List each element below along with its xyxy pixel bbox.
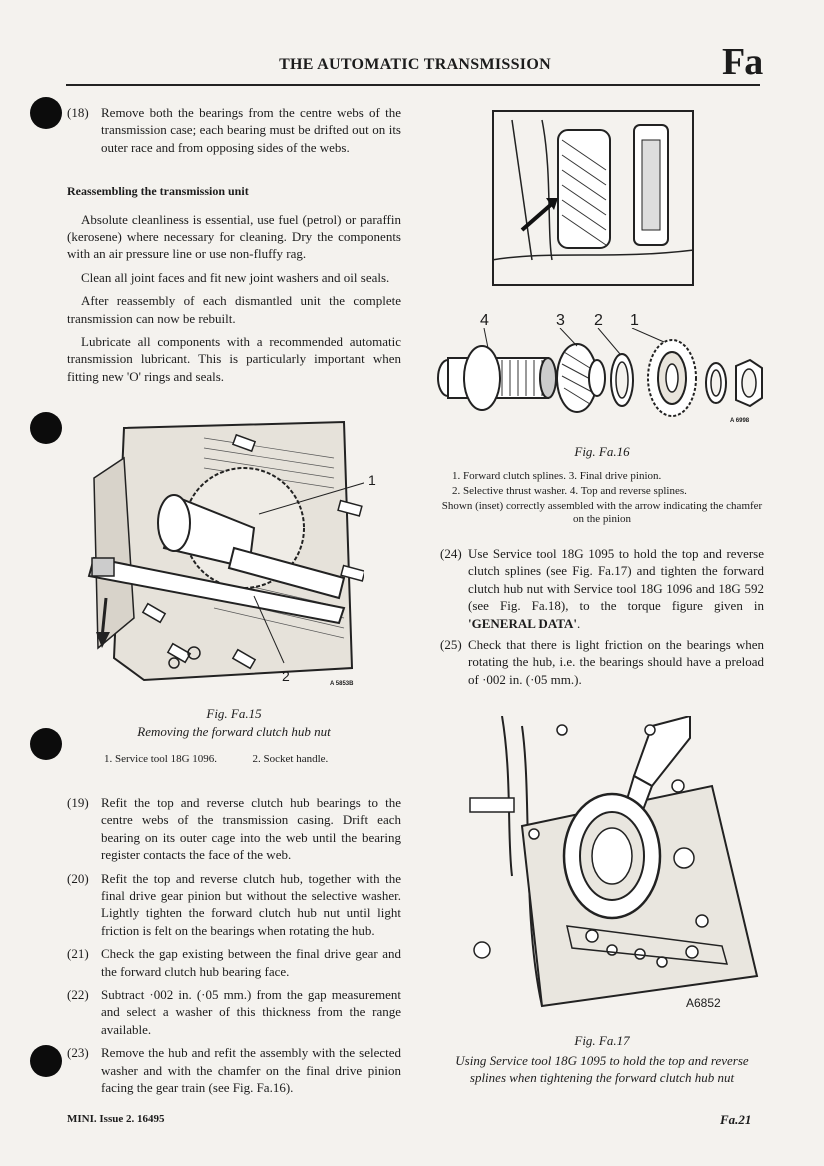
figure-number: Fig. Fa.16 (574, 444, 630, 459)
fig17-ref-code: A6852 (686, 996, 721, 1010)
step-text: Subtract ·002 in. (·05 mm.) from the gap measurement and select a washer of this thickness from the range available. (101, 987, 401, 1037)
figure-number: Fig. Fa.15 (206, 706, 262, 721)
step-23 (67, 1044, 401, 1096)
left-column-bottom (67, 794, 401, 1097)
step-text: Check the gap existing between the final drive gear and the forward clutch hub bearing face. (101, 946, 401, 979)
step-number: (24) (440, 546, 462, 561)
step-text: Check that there is light friction on the bearings when rotating the hub, i.e. the bearings should have a preload of ·002 in. (·05 mm.). (468, 637, 764, 687)
fig17-caption (440, 1032, 764, 1086)
fig15-legend (104, 752, 384, 767)
fig16-caption (440, 444, 764, 460)
step-text-bold: 'GENERAL DATA' (468, 615, 577, 631)
figure-number: Fig. Fa.17 (574, 1033, 630, 1048)
fig16-callout-1: 1 (630, 312, 639, 329)
step-text-end: . (576, 615, 581, 631)
step-number: (22) (67, 987, 89, 1003)
step-text: Remove the hub and refit the assembly with the selected washer and with the chamfer on the final drive pinion facing the gear train (see Fig. Fa.16). (101, 1045, 401, 1096)
paragraph: Lubricate all components with a recommended automatic transmission lubricant. This is particularly important when fitting new 'O' rings and seals. (67, 334, 401, 384)
legend-item: 2. Socket handle. (252, 753, 329, 765)
step-24 (440, 545, 764, 632)
page-header-title: THE AUTOMATIC TRANSMISSION (279, 56, 551, 73)
paragraph: Absolute cleanliness is essential, use fuel (petrol) or paraffin (kerosene) where necessary for cleaning. Dry the components with an air pressure line or use non-fluffy rag. (67, 211, 401, 262)
step-number: (23) (67, 1045, 89, 1061)
fig16-callout-3: 3 (556, 312, 565, 329)
fig16-callout-4: 4 (480, 312, 489, 329)
page-number: Fa.21 (720, 1112, 752, 1127)
section-heading: Reassembling the transmission unit (67, 184, 249, 199)
punch-hole (30, 97, 62, 129)
fig16-note: Shown (inset) correctly assembled with the arrow indicating the chamfer on the pinion (441, 500, 763, 525)
fig16-exploded-view (432, 328, 772, 428)
step-22 (67, 986, 401, 1038)
fig15-ref-code: A 5853B (330, 681, 354, 687)
step-20 (67, 870, 401, 940)
punch-hole (30, 728, 62, 760)
legend-line: 2. Selective thrust washer. 4. Top and reverse splines. (452, 485, 687, 497)
right-column-steps (440, 545, 764, 688)
step-text: Refit the top and reverse clutch hub, together with the final drive gear pinion but without the selective washer. Lightly tighten the forward clutch hub nut until light friction is felt on the bearings when rotating the hub. (101, 870, 401, 938)
step-25 (440, 636, 764, 688)
fig15-illustration (84, 418, 364, 690)
step-number: (19) (67, 795, 89, 810)
paragraph: Clean all joint faces and fit new joint washers and oil seals. (81, 269, 390, 285)
fig16-callout-2: 2 (594, 312, 603, 329)
fig16-legend (452, 469, 772, 499)
step-text: Remove both the bearings from the centre webs of the transmission case; each bearing must be drifted out on its outer race and from opposing sides of the webs. (101, 105, 401, 155)
step-18 (67, 104, 401, 156)
fig15-callout-2: 2 (282, 668, 290, 684)
figure-title: Removing the forward clutch hub nut (137, 724, 331, 739)
section-code: Fa (722, 41, 763, 83)
legend-item: 1. Service tool 18G 1096. (104, 753, 218, 765)
step-19 (67, 794, 401, 864)
paragraph: After reassembly of each dismantled unit the complete transmission can now be rebuilt. (67, 293, 401, 326)
fig15-callout-1: 1 (368, 472, 376, 488)
step-number: (18) (67, 105, 89, 120)
step-text: Use Service tool 18G 1095 to hold the top and reverse clutch splines (see Fig. Fa.17) and tighten the forward clutch hub nut with Service tool 18G 1096 and 18G 592 (see Fig. Fa.18), to the torque figure given in (468, 546, 764, 614)
fig15-caption (84, 706, 384, 740)
fig17-illustration (462, 716, 762, 1016)
fig16-inset (492, 110, 694, 286)
punch-hole (30, 1045, 62, 1077)
step-number: (21) (67, 946, 89, 962)
step-21 (67, 945, 401, 980)
header-rule (66, 84, 760, 86)
step-text: Refit the top and reverse clutch hub bearings to the centre webs of the transmission casing. Drift each bearing on its outer cage into the web until the bearing register contacts the face of the web. (101, 795, 401, 863)
punch-hole (30, 412, 62, 444)
footer-issue: MINI. Issue 2. 16495 (67, 1113, 165, 1125)
step-number: (20) (67, 870, 89, 886)
left-column-top (67, 104, 401, 385)
fig16-ref-code: A 6998 (730, 418, 750, 424)
legend-line: 1. Forward clutch splines. 3. Final drive pinion. (452, 470, 662, 482)
figure-title: Using Service tool 18G 1095 to hold the top and reverse splines when tightening the forward clutch hub nut (455, 1053, 749, 1085)
step-number: (25) (440, 637, 462, 653)
